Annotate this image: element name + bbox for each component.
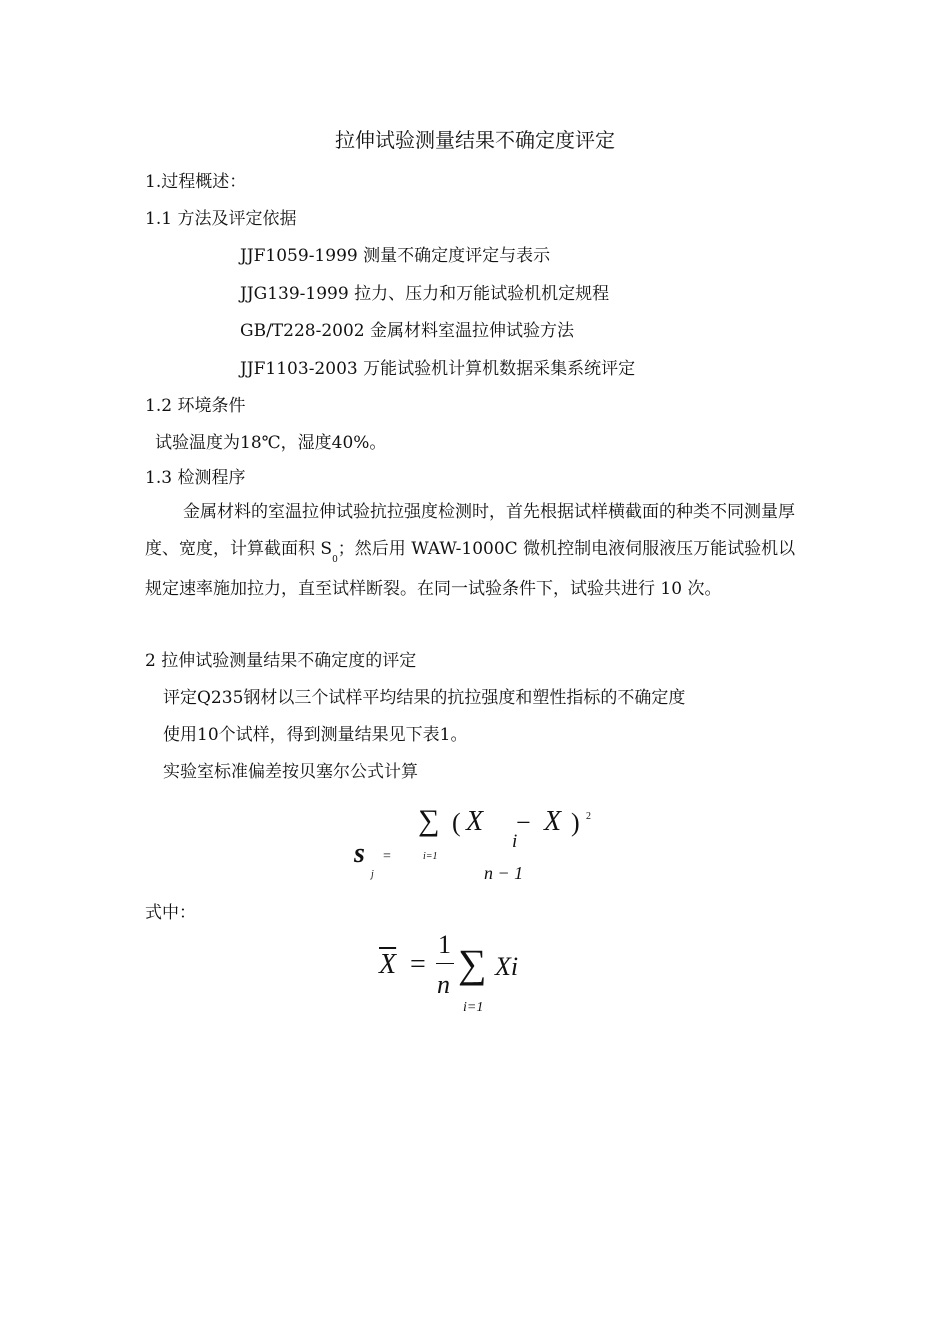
environment-text: 试验温度为18℃，湿度40%。 — [155, 433, 387, 453]
procedure-paragraph — [145, 494, 807, 608]
numerator-one: 1 — [438, 930, 451, 959]
left-paren: ( — [452, 808, 461, 837]
section-2-line-3: 实验室标准偏差按贝塞尔公式计算 — [163, 762, 418, 782]
procedure-text-2: ；然后用 WAW-1000C 微机控制电液伺服液压万能试验机以规定速率施加拉力，直至试样断裂。在同一试验条件下，试验共进行 10 次。 — [145, 539, 796, 599]
subscript-i: i — [512, 831, 518, 852]
sum-lower-limit: i=1 — [423, 851, 438, 862]
subscript-j: j — [371, 869, 374, 880]
minus-sign: − — [516, 808, 531, 837]
section-2-heading: 2 拉伸试验测量结果不确定度的评定 — [145, 651, 417, 671]
right-paren: ) — [571, 808, 580, 837]
procedure-text-1: 金属材料的室温拉伸试验抗拉强度检测时，首先根据试样横截面的种类不同测量厚度、宽度，计算截面积 S — [145, 502, 795, 559]
variable-s: s — [354, 838, 365, 869]
sigma-symbol-2: ∑ — [458, 941, 487, 986]
variable-xi: Xi — [495, 952, 519, 981]
variable-x-mean: X — [544, 806, 562, 837]
variable-x: X — [466, 806, 484, 837]
denominator: n − 1 — [484, 863, 524, 883]
reference-4: JJF1103-2003 万能试验机计算机数据采集系统评定 — [240, 359, 636, 379]
document-title: 拉伸试验测量结果不确定度评定 — [335, 128, 615, 152]
section-2-line-2: 使用10个试样，得到测量结果见下表1。 — [163, 725, 468, 745]
sigma-symbol: ∑ — [418, 804, 440, 837]
reference-1: JJF1059-1999 测量不确定度评定与表示 — [240, 246, 551, 266]
section-2-line-1: 评定Q235钢材以三个试样平均结果的抗拉强度和塑性指标的不确定度 — [163, 688, 686, 708]
equals-sign-2: = — [410, 949, 426, 980]
x-bar: $\overline{X}$ — [379, 949, 397, 980]
equals-sign: = — [383, 849, 391, 864]
section-1-heading: 1.过程概述： — [145, 172, 247, 192]
denominator-n: n — [437, 970, 450, 999]
fraction-bar — [436, 963, 454, 964]
section-1-3-heading: 1.3 检测程序 — [145, 468, 246, 488]
sum-lower-limit-2: i=1 — [463, 1000, 484, 1015]
reference-3: GB/T228-2002 金属材料室温拉伸试验方法 — [240, 321, 574, 341]
procedure-subscript: 0 — [332, 555, 338, 565]
section-1-2-heading: 1.2 环境条件 — [145, 396, 246, 416]
section-1-1-heading: 1.1 方法及评定依据 — [145, 209, 297, 229]
exponent-2: 2 — [586, 811, 591, 822]
reference-2: JJG139-1999 拉力、压力和万能试验机机定规程 — [240, 284, 610, 304]
where-label: 式中： — [145, 903, 196, 923]
